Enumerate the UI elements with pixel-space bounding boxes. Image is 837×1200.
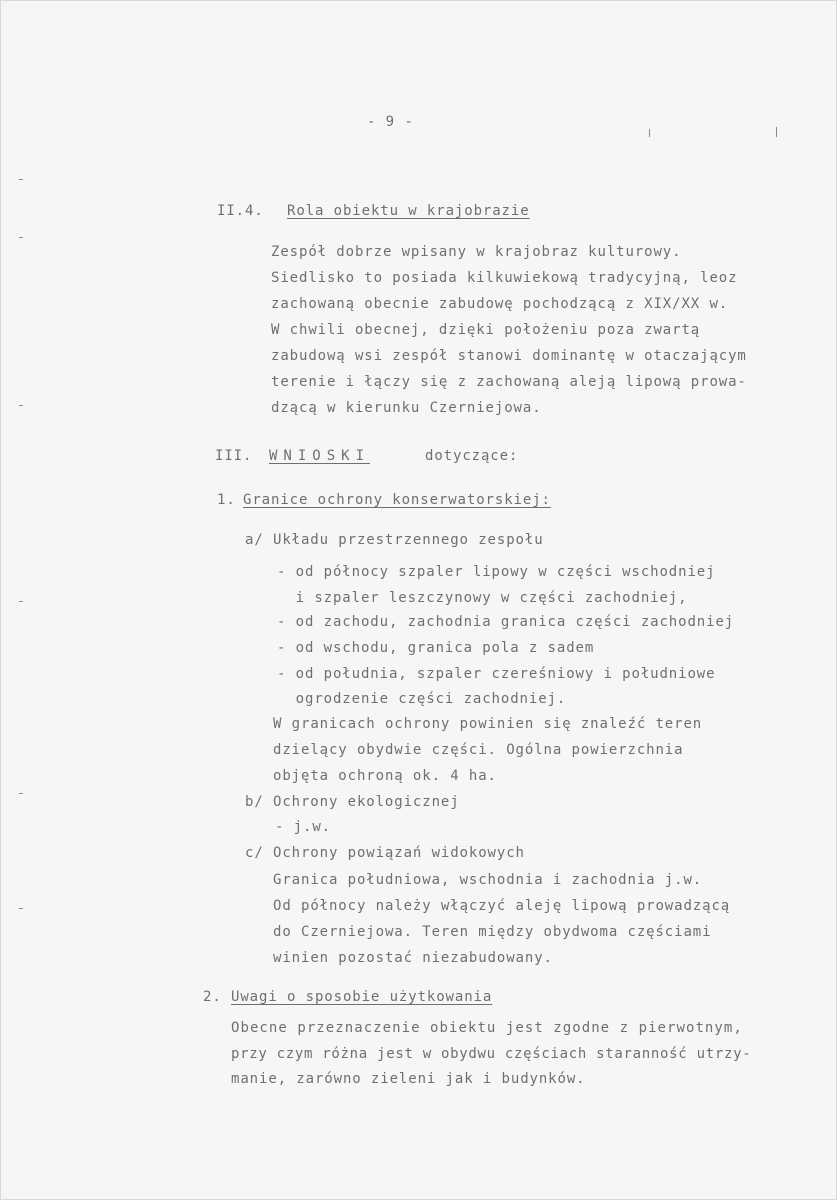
margin-mark xyxy=(19,908,23,909)
paragraph-line: zabudową wsi zespół stanowi dominantę w otaczającym xyxy=(271,348,747,364)
paragraph-line: terenie i łączy się z zachowaną aleją lipową prowa- xyxy=(271,374,747,390)
paragraph-line: Od północy należy włączyć aleję lipową prowadzącą xyxy=(273,898,731,914)
item-title: Uwagi o sposobie użytkowania xyxy=(231,989,493,1005)
subitem-title: c/ Ochrony powiązań widokowych xyxy=(245,845,525,861)
note-line: objęta ochroną ok. 4 ha. xyxy=(273,768,497,784)
margin-mark xyxy=(19,237,23,238)
paragraph-line: dzącą w kierunku Czerniejowa. xyxy=(271,400,542,416)
page-number: - 9 - xyxy=(367,114,414,130)
item-title: Granice ochrony konserwatorskiej: xyxy=(243,492,551,508)
paragraph-line: przy czym różna jest w obydwu częściach staranność utrzy- xyxy=(231,1046,752,1062)
item-number: 1. xyxy=(217,492,236,508)
margin-mark xyxy=(776,127,777,137)
paragraph-line: Siedlisko to posiada kilkuwiekową tradycyjną, leoz xyxy=(271,270,738,286)
list-item: - j.w. xyxy=(275,819,331,835)
paragraph-line: winien pozostać niezabudowany. xyxy=(273,950,553,966)
section-title: WNIOSKI xyxy=(269,448,371,464)
margin-mark xyxy=(19,405,23,406)
section-number: III. xyxy=(215,448,253,464)
section-number: II.4. xyxy=(217,203,264,219)
paragraph-line: Zespół dobrze wpisany w krajobraz kulturowy. xyxy=(271,244,682,260)
list-item: - od północy szpaler lipowy w części wschodniej xyxy=(277,564,716,580)
section-title-suffix: dotyczące: xyxy=(425,448,519,464)
note-line: dzielący obydwie części. Ogólna powierzchnia xyxy=(273,742,684,758)
paragraph-line: manie, zarówno zieleni jak i budynków. xyxy=(231,1071,586,1087)
margin-mark xyxy=(19,601,23,602)
paragraph-line: do Czerniejowa. Teren między obydwoma częściami xyxy=(273,924,712,940)
item-number: 2. xyxy=(203,989,222,1005)
list-item: - od południa, szpaler czereśniowy i południowe xyxy=(277,666,716,682)
margin-mark xyxy=(649,129,650,137)
paragraph-line: W chwili obecnej, dzięki położeniu poza zwartą xyxy=(271,322,701,338)
paragraph-line: Granica południowa, wschodnia i zachodnia j.w. xyxy=(273,872,703,888)
margin-mark xyxy=(19,793,23,794)
subitem-title: b/ Ochrony ekologicznej xyxy=(245,794,460,810)
note-line: W granicach ochrony powinien się znaleźć teren xyxy=(273,716,703,732)
paragraph-line: Obecne przeznaczenie obiektu jest zgodne z pierwotnym, xyxy=(231,1020,743,1036)
margin-mark xyxy=(19,179,23,180)
list-item: i szpaler leszczynowy w części zachodniej, xyxy=(277,590,688,606)
section-title: Rola obiektu w krajobrazie xyxy=(287,203,530,219)
paragraph-line: zachowaną obecnie zabudowę pochodzącą z XIX/XX w. xyxy=(271,296,729,312)
list-item: - od wschodu, granica pola z sadem xyxy=(277,640,595,656)
list-item: ogrodzenie części zachodniej. xyxy=(277,691,567,707)
subitem-title: a/ Układu przestrzennego zespołu xyxy=(245,532,544,548)
list-item: - od zachodu, zachodnia granica części zachodniej xyxy=(277,614,735,630)
